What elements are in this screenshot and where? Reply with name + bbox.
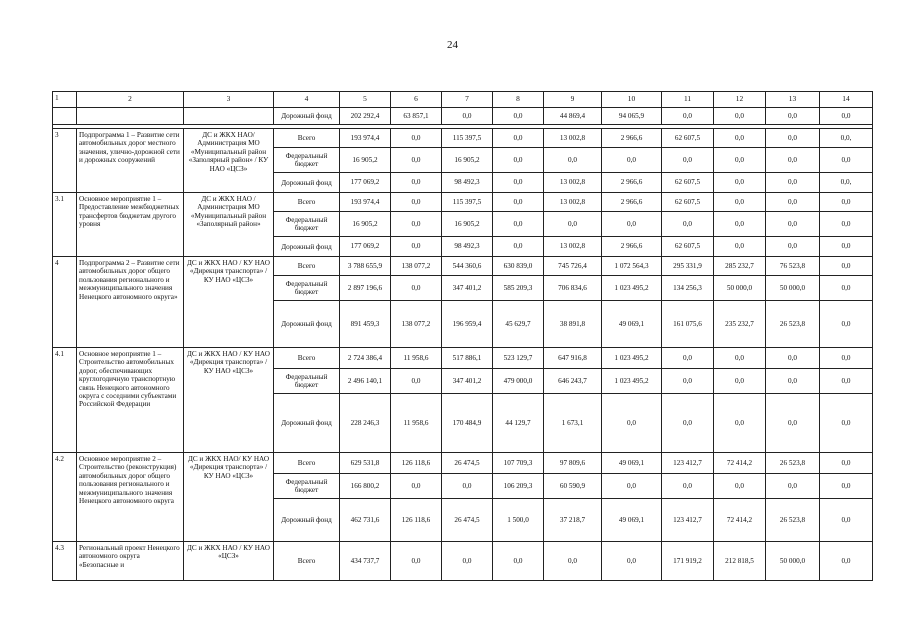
value-cell: 72 414,2	[714, 453, 766, 474]
value-cell: 1 023 495,2	[602, 348, 662, 369]
value-cell: 62 607,5	[662, 173, 714, 193]
table-row	[53, 453, 873, 474]
value-cell: 0,0	[662, 369, 714, 394]
value-cell: 0,0	[544, 212, 602, 237]
funding-source: Всего	[274, 348, 340, 369]
value-cell: 0,0	[662, 348, 714, 369]
table-row	[53, 348, 873, 369]
section-name: Основное мероприятие 2 – Строительство (реконструкция) автомобильных дорог общего пользования регионального и межмуниципального значения Ненецкого автономного округа	[77, 453, 184, 542]
value-cell: 11 958,6	[391, 394, 442, 453]
section-name: Основное мероприятие 1 – Предоставление межбюджетных трансфертов бюджетам другого уровня	[77, 193, 184, 257]
value-cell: 0,0	[714, 348, 766, 369]
section-executor: ДС и ЖКХ НАО / КУ НАО «ЦСЗ»	[184, 542, 274, 581]
value-cell: 0,0	[391, 129, 442, 148]
value-cell: 177 069,2	[340, 173, 391, 193]
column-header-row	[53, 92, 873, 108]
value-cell: 11 958,6	[391, 348, 442, 369]
value-cell: 107 709,3	[493, 453, 544, 474]
value-cell: 0,0	[714, 193, 766, 212]
funding-source: Дорожный фонд	[274, 237, 340, 257]
column-header: 5	[340, 92, 391, 108]
value-cell: 647 916,8	[544, 348, 602, 369]
section-name: Основное мероприятие 1 – Строительство автомобильных дорог, обеспечивающих круглогодичную транспортную связь Ненецкого автономного округа с соседними субъектами Российской Федерации	[77, 348, 184, 453]
value-cell: 49 069,1	[602, 499, 662, 542]
value-cell: 0,0	[820, 474, 873, 499]
value-cell: 50 000,0	[714, 276, 766, 301]
value-cell: 235 232,7	[714, 301, 766, 348]
value-cell: 434 737,7	[340, 542, 391, 581]
value-cell: 2 966,6	[602, 173, 662, 193]
value-cell: 0,0	[820, 193, 873, 212]
section-number: 3	[53, 129, 77, 193]
funding-source: Дорожный фонд	[274, 108, 340, 125]
value-cell: 0,0	[662, 474, 714, 499]
value-cell: 123 412,7	[662, 453, 714, 474]
value-cell: 0,0	[714, 148, 766, 173]
value-cell: 1 072 564,3	[602, 257, 662, 276]
value-cell: 2 724 386,4	[340, 348, 391, 369]
value-cell: 0,0	[714, 173, 766, 193]
value-cell: 16 905,2	[340, 212, 391, 237]
value-cell: 0,0	[820, 453, 873, 474]
funding-source: Всего	[274, 129, 340, 148]
value-cell: 26 523,8	[766, 301, 820, 348]
value-cell: 26 474,5	[442, 453, 493, 474]
value-cell: 171 919,2	[662, 542, 714, 581]
column-header: 4	[274, 92, 340, 108]
empty-cell	[53, 108, 77, 125]
value-cell: 98 492,3	[442, 173, 493, 193]
value-cell: 193 974,4	[340, 129, 391, 148]
value-cell: 13 002,8	[544, 237, 602, 257]
value-cell: 62 607,5	[662, 193, 714, 212]
value-cell: 0,0	[391, 474, 442, 499]
value-cell: 115 397,5	[442, 193, 493, 212]
value-cell: 1 500,0	[493, 499, 544, 542]
value-cell: 0,0	[820, 237, 873, 257]
value-cell: 0,0	[662, 212, 714, 237]
value-cell: 0,0	[493, 108, 544, 125]
value-cell: 0,0	[820, 108, 873, 125]
funding-source: Дорожный фонд	[274, 301, 340, 348]
value-cell: 212 818,5	[714, 542, 766, 581]
value-cell: 0,0	[820, 301, 873, 348]
section-name: Подпрограмма 2 – Развитие сети автомобильных дорог общего пользования регионального и межмуниципального значения Ненецкого автономного округа»	[77, 257, 184, 348]
value-cell: 228 246,3	[340, 394, 391, 453]
value-cell: 16 905,2	[442, 212, 493, 237]
value-cell: 1 023 495,2	[602, 276, 662, 301]
value-cell: 0,0	[766, 193, 820, 212]
value-cell: 0,0	[820, 257, 873, 276]
table-row	[53, 193, 873, 212]
table-row	[53, 257, 873, 276]
value-cell: 285 232,7	[714, 257, 766, 276]
value-cell: 585 209,3	[493, 276, 544, 301]
funding-source: Федеральный бюджет	[274, 148, 340, 173]
value-cell: 177 069,2	[340, 237, 391, 257]
value-cell: 0,0	[493, 148, 544, 173]
value-cell: 0,0	[714, 129, 766, 148]
value-cell: 0,0	[493, 173, 544, 193]
value-cell: 0,0	[820, 212, 873, 237]
value-cell: 0,0	[766, 348, 820, 369]
value-cell: 2 966,6	[602, 129, 662, 148]
value-cell: 347 401,2	[442, 369, 493, 394]
value-cell: 97 809,6	[544, 453, 602, 474]
value-cell: 891 459,3	[340, 301, 391, 348]
value-cell: 0,0	[391, 193, 442, 212]
funding-source: Дорожный фонд	[274, 173, 340, 193]
value-cell: 196 959,4	[442, 301, 493, 348]
value-cell: 63 857,1	[391, 108, 442, 125]
value-cell: 2 966,6	[602, 237, 662, 257]
section-number: 4.1	[53, 348, 77, 453]
value-cell: 202 292,4	[340, 108, 391, 125]
table-row	[53, 108, 873, 125]
section-name: Региональный проект Ненецкого автономного округа «Безопасные и	[77, 542, 184, 581]
value-cell: 0,0	[766, 212, 820, 237]
value-cell: 0,0	[662, 394, 714, 453]
funding-source: Федеральный бюджет	[274, 212, 340, 237]
value-cell: 523 129,7	[493, 348, 544, 369]
value-cell: 0,0	[442, 474, 493, 499]
value-cell: 0,0	[820, 276, 873, 301]
value-cell: 1 673,1	[544, 394, 602, 453]
value-cell: 3 788 655,9	[340, 257, 391, 276]
value-cell: 0,0	[820, 369, 873, 394]
value-cell: 0,0	[766, 369, 820, 394]
column-header: 6	[391, 92, 442, 108]
budget-table	[52, 91, 873, 581]
value-cell: 0,0	[493, 212, 544, 237]
section-executor: ДС и ЖКХ НАО/ КУ НАО «Дирекция транспорта» / КУ НАО «ЦСЗ»	[184, 453, 274, 542]
funding-source: Всего	[274, 453, 340, 474]
value-cell: 646 243,7	[544, 369, 602, 394]
value-cell: 44 129,7	[493, 394, 544, 453]
value-cell: 0,0	[391, 369, 442, 394]
column-header: 13	[766, 92, 820, 108]
value-cell: 2 897 196,6	[340, 276, 391, 301]
funding-source: Федеральный бюджет	[274, 369, 340, 394]
value-cell: 134 256,3	[662, 276, 714, 301]
value-cell: 0,0	[544, 148, 602, 173]
value-cell: 115 397,5	[442, 129, 493, 148]
value-cell: 0,0	[820, 499, 873, 542]
value-cell: 0,0	[493, 193, 544, 212]
value-cell: 0,0	[602, 212, 662, 237]
value-cell: 0,0	[714, 108, 766, 125]
value-cell: 50 000,0	[766, 276, 820, 301]
value-cell: 16 905,2	[442, 148, 493, 173]
column-header: 10	[602, 92, 662, 108]
value-cell: 62 607,5	[662, 237, 714, 257]
value-cell: 0,0	[391, 148, 442, 173]
value-cell: 161 075,6	[662, 301, 714, 348]
value-cell: 0,0	[442, 542, 493, 581]
value-cell: 166 800,2	[340, 474, 391, 499]
value-cell: 0,0	[714, 212, 766, 237]
value-cell: 0,0	[820, 542, 873, 581]
value-cell: 0,0	[391, 542, 442, 581]
section-number: 4	[53, 257, 77, 348]
value-cell: 0,0	[766, 394, 820, 453]
empty-cell	[77, 108, 184, 125]
value-cell: 0,0	[766, 129, 820, 148]
section-name: Подпрограмма 1 – Развитие сети автомобильных дорог местного значения, улично-дорожной сети и дорожных сооружений	[77, 129, 184, 193]
value-cell: 49 069,1	[602, 453, 662, 474]
page-number: 24	[447, 39, 458, 51]
column-header: 9	[544, 92, 602, 108]
value-cell: 94 065,9	[602, 108, 662, 125]
value-cell: 0,0,	[820, 173, 873, 193]
value-cell: 629 531,8	[340, 453, 391, 474]
value-cell: 50 000,0	[766, 542, 820, 581]
value-cell: 16 905,2	[340, 148, 391, 173]
funding-source: Всего	[274, 542, 340, 581]
value-cell: 13 002,8	[544, 173, 602, 193]
value-cell: 0,0	[766, 108, 820, 125]
table-row	[53, 129, 873, 148]
value-cell: 0,0	[544, 542, 602, 581]
value-cell: 0,0	[493, 237, 544, 257]
value-cell: 0,0	[662, 108, 714, 125]
value-cell: 126 118,6	[391, 499, 442, 542]
section-number: 3.1	[53, 193, 77, 257]
value-cell: 37 218,7	[544, 499, 602, 542]
funding-source: Дорожный фонд	[274, 394, 340, 453]
value-cell: 0,0	[391, 237, 442, 257]
value-cell: 0,0	[766, 474, 820, 499]
value-cell: 2 966,6	[602, 193, 662, 212]
funding-source: Федеральный бюджет	[274, 474, 340, 499]
column-header: 1	[53, 92, 77, 108]
value-cell: 0,0	[602, 474, 662, 499]
value-cell: 0,0	[714, 369, 766, 394]
value-cell: 0,0	[602, 394, 662, 453]
value-cell: 13 002,8	[544, 129, 602, 148]
column-header: 11	[662, 92, 714, 108]
funding-source: Дорожный фонд	[274, 499, 340, 542]
value-cell: 13 002,8	[544, 193, 602, 212]
section-executor: ДС и ЖКХ НАО / КУ НАО «Дирекция транспорта» / КУ НАО «ЦСЗ»	[184, 348, 274, 453]
value-cell: 0,0,	[820, 129, 873, 148]
value-cell: 26 523,8	[766, 453, 820, 474]
value-cell: 0,0	[602, 148, 662, 173]
value-cell: 193 974,4	[340, 193, 391, 212]
column-header: 12	[714, 92, 766, 108]
value-cell: 0,0	[820, 394, 873, 453]
value-cell: 0,0	[442, 108, 493, 125]
value-cell: 544 360,6	[442, 257, 493, 276]
value-cell: 2 496 140,1	[340, 369, 391, 394]
column-header: 8	[493, 92, 544, 108]
value-cell: 0,0	[493, 542, 544, 581]
value-cell: 0,0	[820, 348, 873, 369]
value-cell: 517 886,1	[442, 348, 493, 369]
value-cell: 0,0	[714, 394, 766, 453]
value-cell: 0,0	[714, 474, 766, 499]
value-cell: 38 891,8	[544, 301, 602, 348]
value-cell: 462 731,6	[340, 499, 391, 542]
section-executor: ДС и ЖКХ НАО / Администрация МО «Муниципальный район «Заполярный район»	[184, 193, 274, 257]
value-cell: 44 869,4	[544, 108, 602, 125]
column-header: 7	[442, 92, 493, 108]
value-cell: 295 331,9	[662, 257, 714, 276]
value-cell: 26 474,5	[442, 499, 493, 542]
value-cell: 706 834,6	[544, 276, 602, 301]
value-cell: 49 069,1	[602, 301, 662, 348]
section-number: 4.3	[53, 542, 77, 581]
section-number: 4.2	[53, 453, 77, 542]
column-header: 14	[820, 92, 873, 108]
value-cell: 0,0	[493, 129, 544, 148]
table-row	[53, 542, 873, 581]
value-cell: 0,0	[391, 276, 442, 301]
value-cell: 1 023 495,2	[602, 369, 662, 394]
value-cell: 62 607,5	[662, 129, 714, 148]
empty-cell	[184, 108, 274, 125]
value-cell: 138 077,2	[391, 301, 442, 348]
section-executor: ДС и ЖКХ НАО / КУ НАО «Дирекция транспорта» / КУ НАО «ЦСЗ»	[184, 257, 274, 348]
value-cell: 0,0	[602, 542, 662, 581]
value-cell: 123 412,7	[662, 499, 714, 542]
value-cell: 0,0	[714, 237, 766, 257]
value-cell: 0,0	[391, 173, 442, 193]
section-executor: ДС и ЖКХ НАО/ Администрация МО «Муниципальный район «Заполярный район» / КУ НАО «ЦСЗ»	[184, 129, 274, 193]
value-cell: 72 414,2	[714, 499, 766, 542]
value-cell: 0,0	[766, 237, 820, 257]
funding-source: Всего	[274, 257, 340, 276]
value-cell: 0,0	[766, 173, 820, 193]
value-cell: 347 401,2	[442, 276, 493, 301]
value-cell: 26 523,8	[766, 499, 820, 542]
value-cell: 0,0	[391, 212, 442, 237]
column-header: 3	[184, 92, 274, 108]
value-cell: 630 839,0	[493, 257, 544, 276]
value-cell: 126 118,6	[391, 453, 442, 474]
value-cell: 170 484,9	[442, 394, 493, 453]
value-cell: 98 492,3	[442, 237, 493, 257]
value-cell: 45 629,7	[493, 301, 544, 348]
value-cell: 0,0	[820, 148, 873, 173]
value-cell: 0,0	[662, 148, 714, 173]
value-cell: 138 077,2	[391, 257, 442, 276]
funding-source: Федеральный бюджет	[274, 276, 340, 301]
value-cell: 60 590,9	[544, 474, 602, 499]
funding-source: Всего	[274, 193, 340, 212]
column-header: 2	[77, 92, 184, 108]
value-cell: 106 209,3	[493, 474, 544, 499]
value-cell: 745 726,4	[544, 257, 602, 276]
value-cell: 479 000,0	[493, 369, 544, 394]
value-cell: 0,0	[766, 148, 820, 173]
value-cell: 76 523,8	[766, 257, 820, 276]
